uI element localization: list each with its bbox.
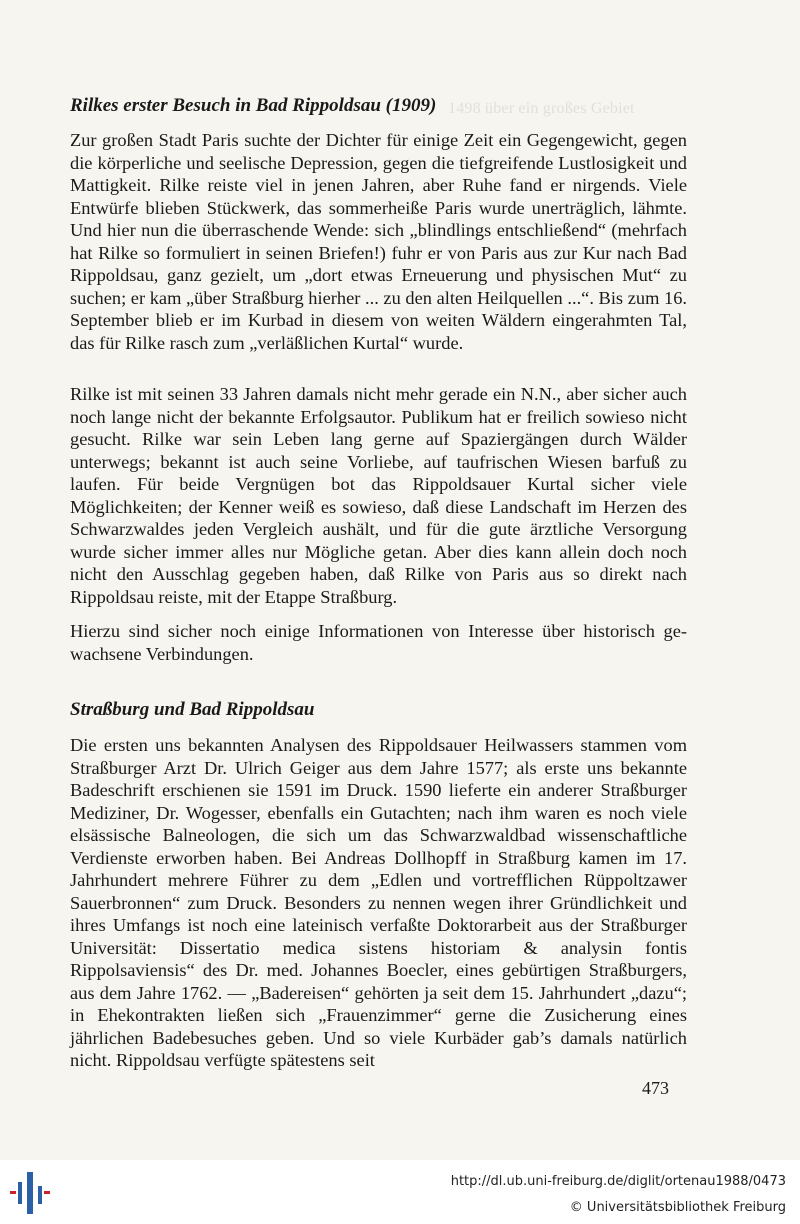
- paragraph-1: Zur großen Stadt Paris suchte der Dichter für einige Zeit ein Gegengewicht, gegen die körperliche und seelische Depression, gegen die tiefgreifende Lustlosigkeit und Mattigkeit. Rilke reiste viel in jenen Jahren, aber Ruhe fand er nirgends. Viele Entwürfe blieben Stückwerk, das sommerheiße Paris wurde unerträglich, lähmte. Und hier nun die überraschende Wende: sich „blindlings entschließend“ (mehrfach hat Rilke so formuliert in seinen Briefen!) fuhr er von Paris aus zur Kur nach Bad Rippoldsau, ganz gezielt, um „dort etwas Erneuerung und physischen Mut“ zu suchen; er kam „über Straßburg hierher ... zu den alten Heilquellen ...“. Bis zum 16. September blieb er im Kurbad in diesem von weiten Wäldern eingerahmten Tal, das für Rilke rasch zum „verläßlichen Kurtal“ wurde.: [70, 130, 687, 353]
- copyright-notice: © Universitätsbibliothek Freiburg: [569, 1200, 786, 1215]
- source-url-link[interactable]: http://dl.ub.uni-freiburg.de/diglit/ortenau1988/0473: [450, 1174, 786, 1189]
- section-heading-rilke: Rilkes erster Besuch in Bad Rippoldsau (1909): [70, 95, 437, 116]
- page-number: 473: [642, 1078, 669, 1098]
- section-heading-strassburg: Straßburg und Bad Rippoldsau: [70, 699, 315, 720]
- footer-bar: [0, 1160, 800, 1224]
- paragraph-2: Rilke ist mit seinen 33 Jahren damals nicht mehr gerade ein N.N., aber sicher auch noch lange nicht der bekannte Erfolgsautor. Publikum hat er freilich sowieso nicht gesucht. Rilke war sein Leben lang gerne auf Spaziergängen durch Wälder unterwegs; bekannt ist auch seine Vorliebe, auf taufrischen Wiesen barfuß zu laufen. Für beide Vergnügen bot das Rippoldsauer Kurtal sicher viele Möglichkeiten; der Kenner weiß es sowieso, daß diese Landschaft im Herzen des Schwarzwaldes jeden Vergleich aushält, und für die gute ärztliche Versorgung wurde sicher immer alles nur Mögliche getan. Aber dies kann allein doch noch nicht den Ausschlag gegeben haben, daß Rilke von Paris aus so direkt nach Rippoldsau reiste, mit der Etappe Straßburg.: [70, 384, 687, 607]
- bleed-through-decoration: 1498 über ein großes Gebiet: [448, 100, 635, 117]
- paragraph-3: Hierzu sind sicher noch einige Informationen von Interesse über historisch gewachsene Verbindungen.: [70, 621, 687, 664]
- paragraph-4: Die ersten uns bekannten Analysen des Rippoldsauer Heilwassers stammen vom Straßburger Arzt Dr. Ulrich Geiger aus dem Jahre 1577; als erste uns bekannte Badeschrift erschienen sie 1591 im Druck. 1590 lieferte ein anderer Straßburger Mediziner, Dr. Wogesser, ebenfalls ein Gutachten; nach ihm waren es noch viele elsässische Balneologen, die sich um das Schwarzwaldbad wissenschaftliche Verdienste erworben haben. Bei Andreas Dollhopff in Straßburg kamen im 17. Jahrhundert mehrere Führer zu dem „Edlen und vortrefflichen Rüppoltzawer Sauerbronnen“ zum Druck. Besonders zu nennen wegen ihrer Gründlichkeit und ihres Umfangs ist noch eine lateinisch verfaßte Doktorarbeit aus der Straßburger Universität: Dissertatio medica sistens historiam & analysin fontis Rippolsaviensis“ des Dr. med. Johannes Boecler, eines gebürtigen Straßburgers, aus dem Jahre 1762. — „Badereisen“ gehörten ja seit dem 15. Jahrhundert „dazu“; in Ehekontrakten ließen sich „Frauenzimmer“ gerne die Zusicherung eines jährlichen Badebesuches geben. Und so viele Kurbäder gab’s damals natürlich nicht. Rippoldsau verfügte spätestens seit: [70, 735, 687, 1070]
- library-logo-icon: [10, 1172, 50, 1214]
